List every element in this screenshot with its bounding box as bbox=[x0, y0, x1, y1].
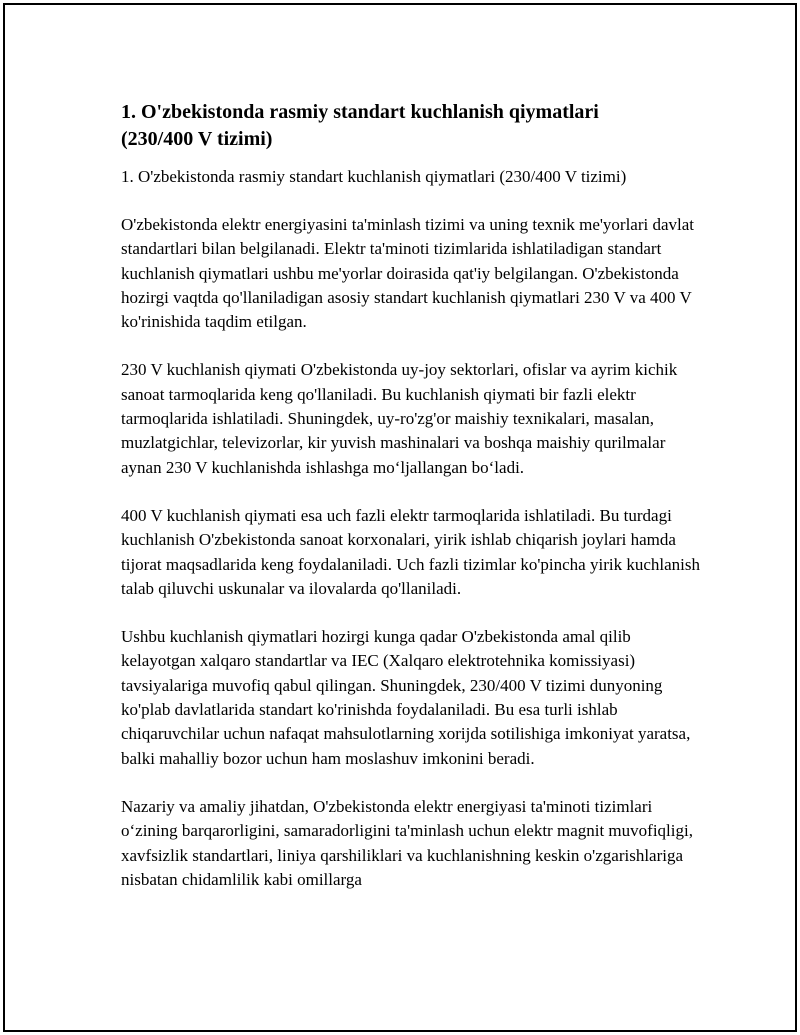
paragraph-3: 400 V kuchlanish qiymati esa uch fazli elektr tarmoqlarida ishlatiladi. Bu turdagi kuchlanish O'zbekistonda sanoat korxonalari, yirik ishlab chiqarish joylari hamda tijorat maqsadlarida keng foydalaniladi. Uch fazli tizimlar ko'pincha yirik kuchlanish talab qiluvchi uskunalar va ilovalarda qo'llaniladi. bbox=[121, 505, 700, 598]
section-subheading: 1. O'zbekistonda rasmiy standart kuchlanish qiymatlari (230/400 V tizimi) bbox=[121, 167, 627, 186]
section-heading bbox=[121, 99, 701, 153]
paragraph-1: O'zbekistonda elektr energiyasini ta'minlash tizimi va uning texnik me'yorlari davlat standartlari bilan belgilanadi. Elektr ta'minoti tizimlarida ishlatiladigan standart kuchlanish qiymatlari ushbu me'yorlar doirasida qat'iy belgilangan. O'zbekistonda hozirgi vaqtda qo'llaniladigan asosiy standart kuchlanish qiymatlari 230 V va 400 V ko'rinishida taqdim etilgan. bbox=[121, 215, 695, 332]
paragraph-2: 230 V kuchlanish qiymati O'zbekistonda uy-joy sektorlari, ofislar va ayrim kichik sanoat tarmoqlarida keng qo'llaniladi. Bu kuchlanish qiymati bir fazli elektr tarmoqlarida ishlatiladi. Shuningdek, uy-ro'zg'or maishiy texnikalari, masalan, muzlatgichlar, televizorlar, kir yuvish mashinalari va boshqa maishiy qurilmalar aynan 230 V kuchlanishda ishlashga mo‘ljallangan bo‘ladi. bbox=[121, 360, 678, 477]
document-page bbox=[3, 3, 797, 1032]
section-heading-line-2: (230/400 V tizimi) bbox=[121, 128, 273, 150]
document-body bbox=[121, 99, 701, 916]
section-heading-line-1: 1. O'zbekistonda rasmiy standart kuchlanish qiymatlari bbox=[121, 101, 599, 123]
paragraph-4: Ushbu kuchlanish qiymatlari hozirgi kunga qadar O'zbekistonda amal qilib kelayotgan xalqaro standartlar va IEC (Xalqaro elektrotehnika komissiyasi) tavsiyalariga muvofiq qabul qilingan. Shuningdek, 230/400 V tizimi dunyoning ko'plab davlatlarida standart ko'rinishda foydalaniladi. Bu esa turli ishlab chiqaruvchilar uchun nafaqat mahsulotlarning xorijda sotilishiga imkoniyat yaratsa, balki mahalliy bozor uchun ham moslashuv imkonini beradi. bbox=[121, 627, 691, 768]
paragraph-5: Nazariy va amaliy jihatdan, O'zbekistonda elektr energiyasi ta'minoti tizimlari o‘zining barqarorligini, samaradorligini ta'minlash uchun elektr magnit muvofiqligi, xavfsizlik standartlari, liniya qarshiliklari va kuchlanishning keskin o'zgarishlariga nisbatan chidamlilik kabi omillarga bbox=[121, 796, 693, 889]
